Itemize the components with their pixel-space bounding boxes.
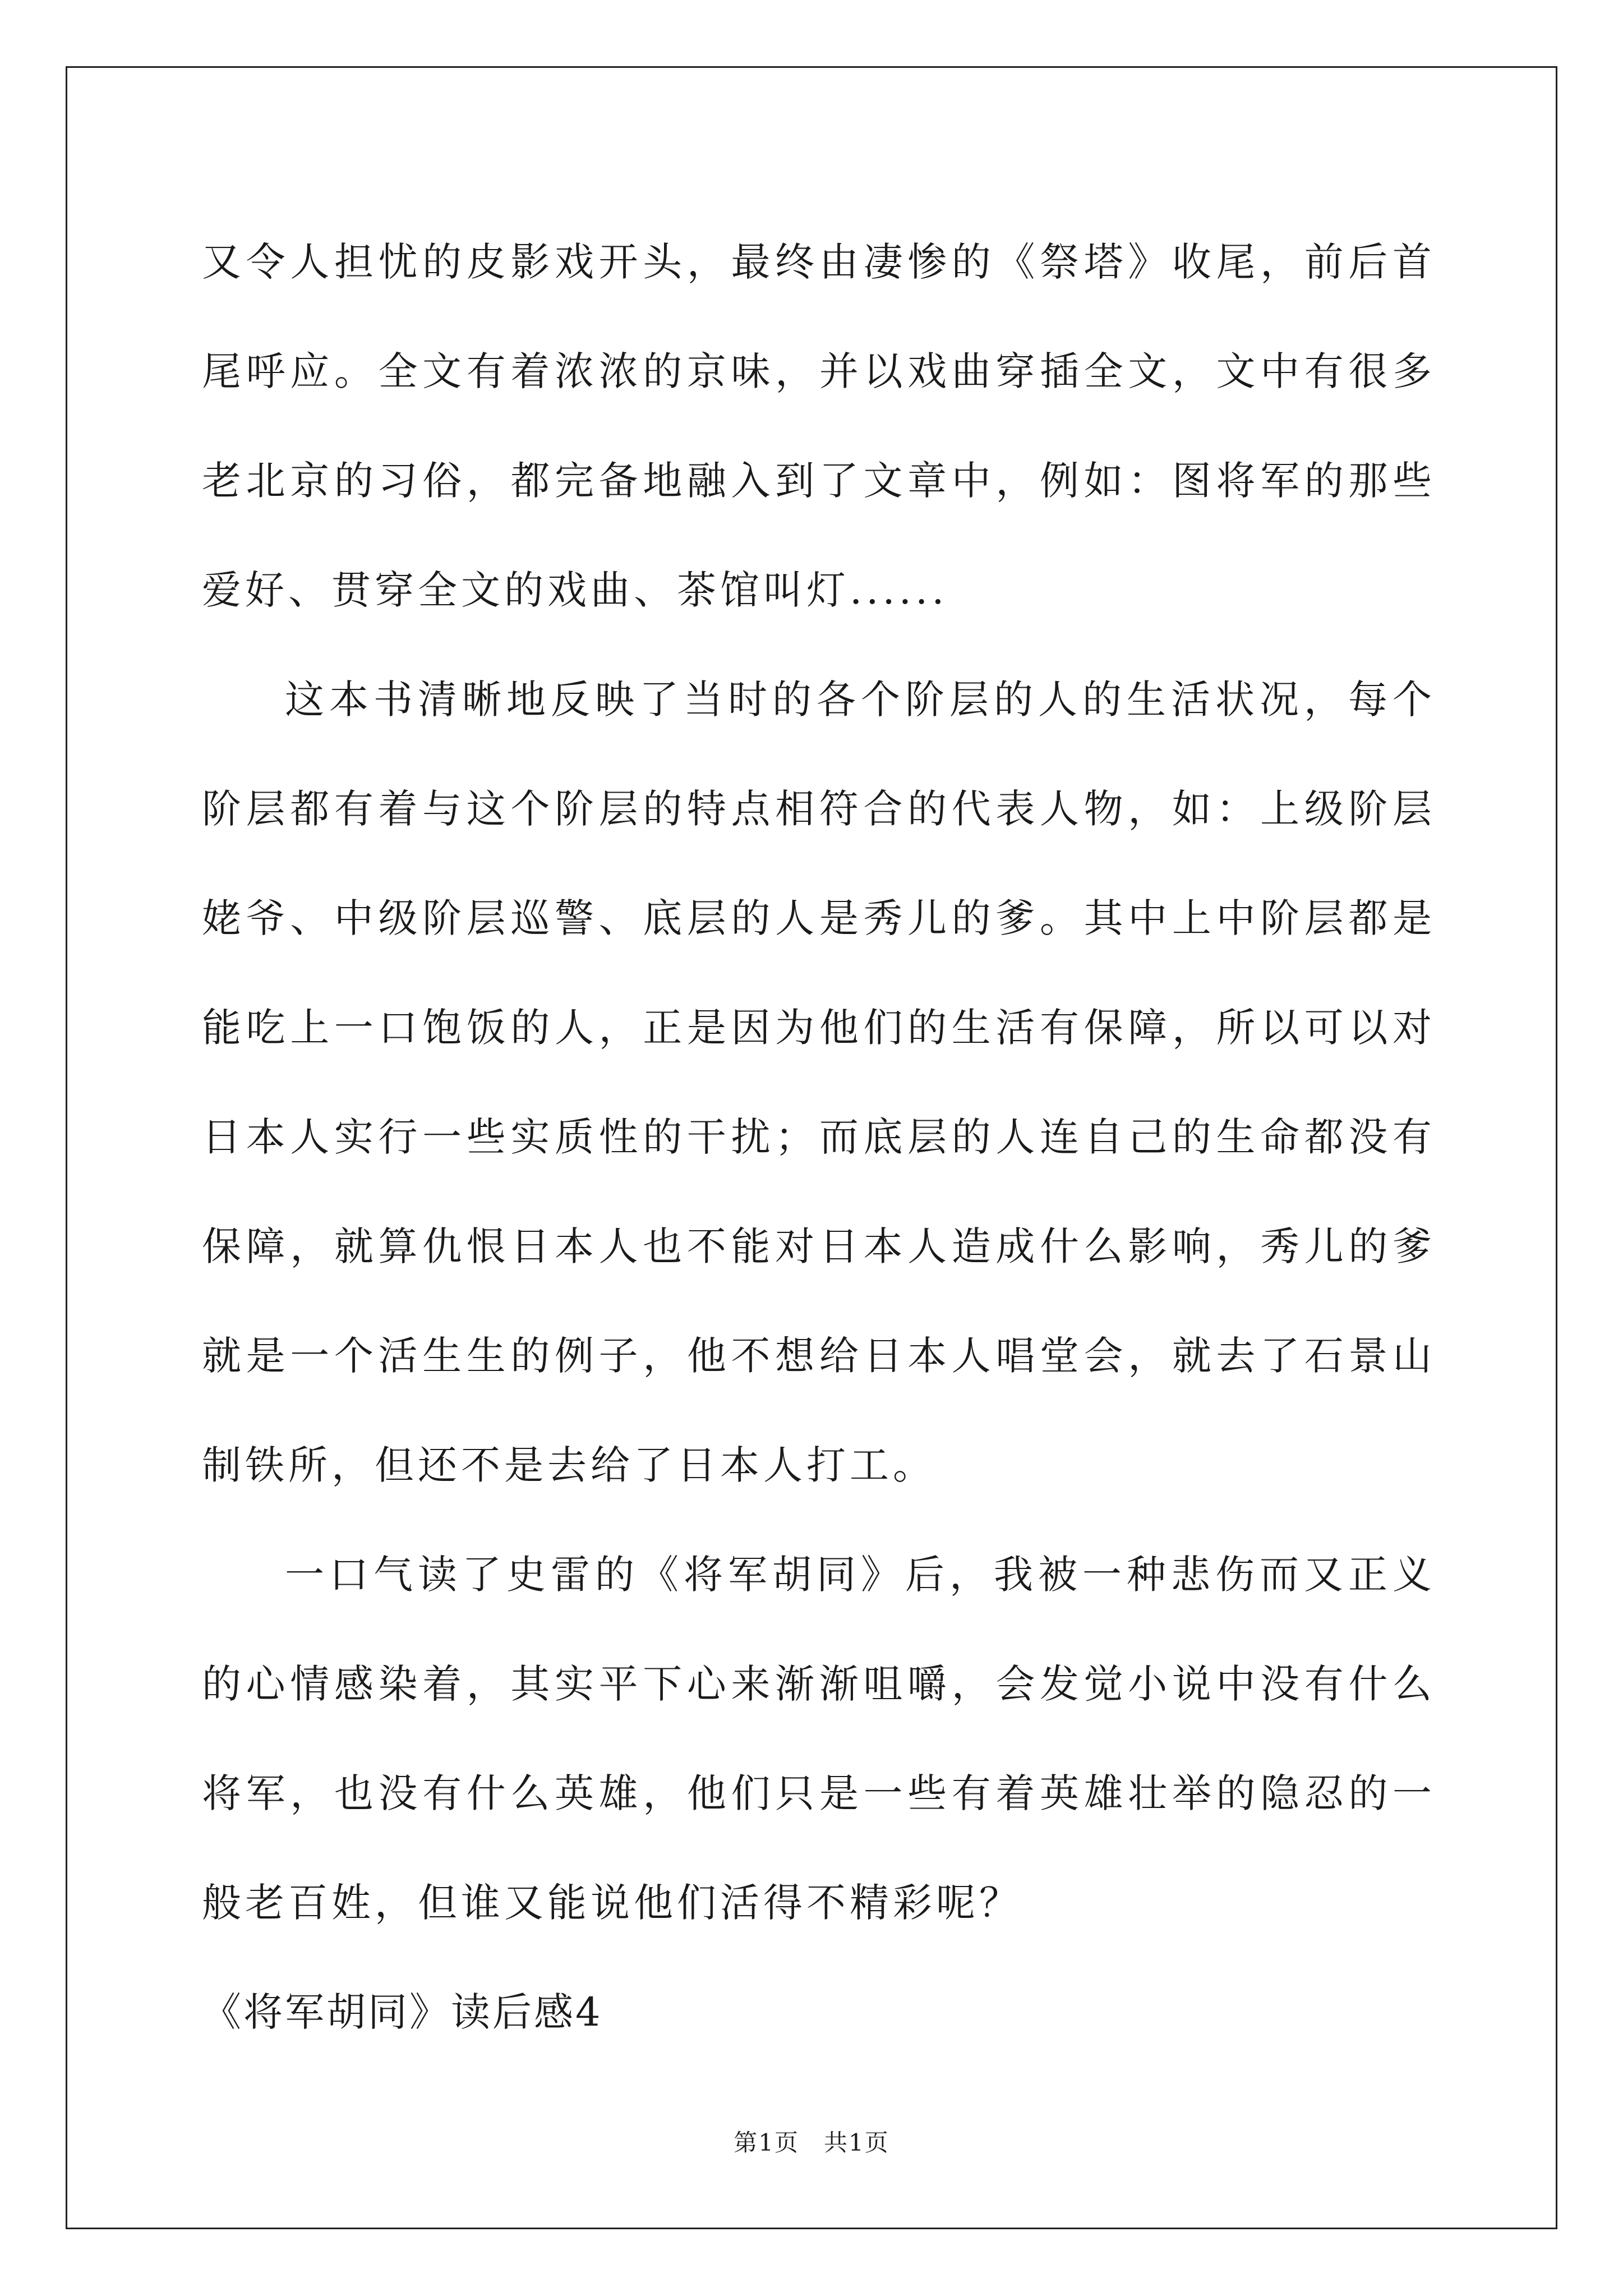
page-number-label: 第1页 共1页	[734, 2129, 889, 2156]
section-heading: 《将军胡同》读后感4	[202, 1989, 603, 2035]
paragraph-2: 这本书清晰地反映了当时的各个阶层的人的生活状况，每个阶层都有着与这个阶层的特点相符合的代表人物，如：上级阶层姥爷、中级阶层巡警、底层的人是秀儿的爹。其中上中阶层都是能吃上一口饱饭的人，正是因为他们的生活有保障，所以可以对日本人实行一些实质性的干扰；而底层的人连自己的生命都没有保障，就算仇恨日本人也不能对日本人造成什么影响，秀儿的爹就是一个活生生的例子，他不想给日本人唱堂会，就去了石景山制铁所，但还不是去给了日本人打工。	[202, 677, 1436, 1488]
page-footer	[0, 2126, 1623, 2160]
paragraph-1: 又令人担忧的皮影戏开头，最终由凄惨的《祭塔》收尾，前后首尾呼应。全文有着浓浓的京味，并以戏曲穿插全文，文中有很多老北京的习俗，都完备地融入到了文章中，例如：图将军的那些爱好、贯穿全文的戏曲、茶馆叫灯......	[202, 239, 1436, 613]
paragraph-3: 一口气读了史雷的《将军胡同》后，我被一种悲伤而又正义的心情感染着，其实平下心来渐渐咀嚼，会发觉小说中没有什么将军，也没有什么英雄，他们只是一些有着英雄壮举的隐忍的一般老百姓，但谁又能说他们活得不精彩呢？	[202, 1552, 1436, 1926]
document-body	[202, 208, 1436, 2067]
